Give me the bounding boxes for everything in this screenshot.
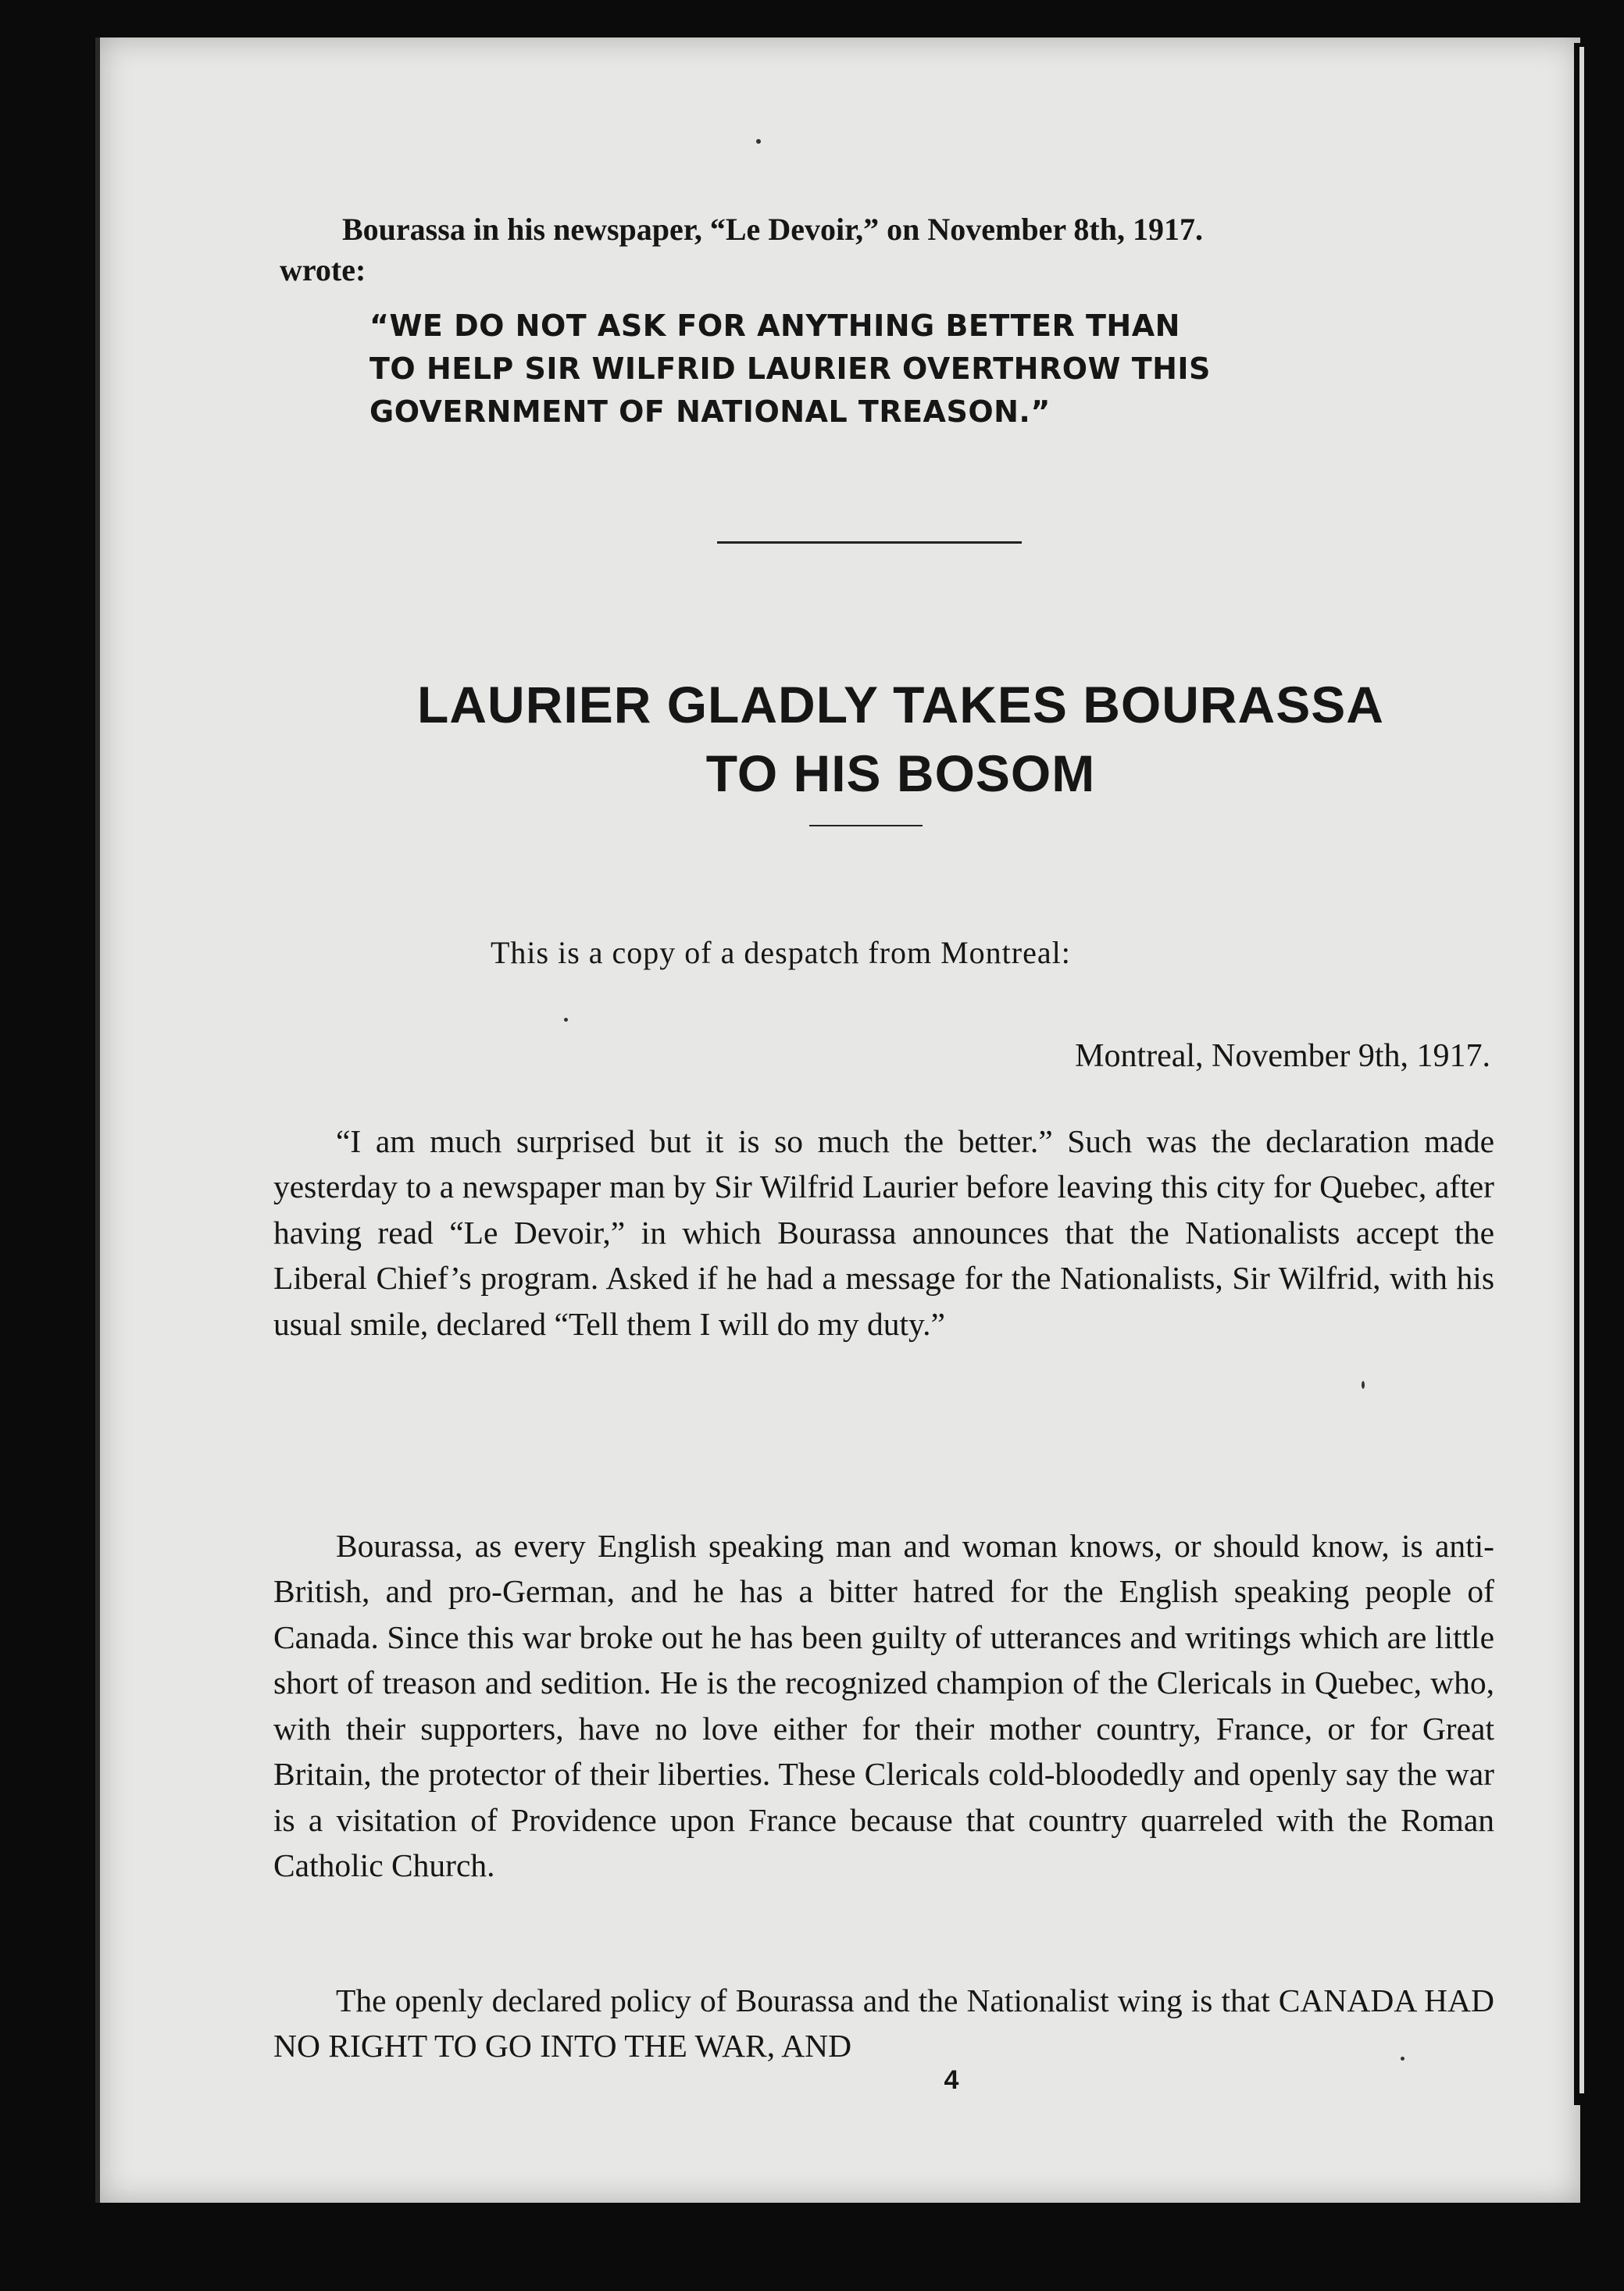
scan-speck	[564, 1018, 568, 1022]
intro-line-1: Bourassa in his newspaper, “Le Devoir,” on November 8th, 1917.	[342, 212, 1203, 247]
paragraph-laurier-statement: “I am much surprised but it is so much the better.” Such was the declaration made yesterday to a newspaper man by Sir Wilfrid Laurier before leaving this city for Quebec, after having read “Le Devoir,” in which Bourassa announces that the Nationalists accept the Liberal Chief’s program. Asked if he had a message for the Nationalists, Sir Wilfrid, with his usual smile, declared “Tell them I will do my duty.”	[273, 1122, 1494, 1342]
intro-line-2: wrote:	[280, 252, 366, 287]
scan-speck	[756, 139, 761, 144]
paragraph-bourassa-description: Bourassa, as every English speaking man and woman knows, or should know, is anti-British, and pro-German, and he has a bitter hatred for the English speaking people of Canada. Since this war broke out he has been guilty of utterances and writings which are little short of treason and sedition. He is the recognized champion of the Clericals in Quebec, who, with their supporters, have no love either for their mother country, France, or for Great Britain, the protector of their liberties. These Clericals cold-bloodedly and openly say the war is a visitation of Providence upon France because that country quarreled with the Roman Catholic Church.	[273, 1527, 1494, 1883]
page-number: 4	[944, 2065, 959, 2095]
headline	[295, 670, 1506, 808]
quote-line-1: “WE DO NOT ASK FOR ANYTHING BETTER THAN	[369, 309, 1180, 343]
bourassa-quote	[369, 305, 1463, 434]
quote-line-2: TO HELP SIR WILFRID LAURIER OVERTHROW THIS	[369, 352, 1211, 386]
document-page	[95, 37, 1580, 2203]
scan-speck	[1362, 1381, 1365, 1389]
scan-speck	[1401, 2057, 1404, 2061]
divider-rule-top	[717, 541, 1022, 544]
despatch-intro: This is a copy of a despatch from Montreal:	[491, 935, 1071, 970]
quote-line-3: GOVERNMENT OF NATIONAL TREASON.”	[369, 394, 1051, 429]
headline-line-2: TO HIS BOSOM	[705, 744, 1096, 802]
adjacent-page-edge	[1579, 47, 1584, 2093]
headline-line-1: LAURIER GLADLY TAKES BOURASSA	[417, 676, 1384, 733]
dateline: Montreal, November 9th, 1917.	[1075, 1038, 1490, 1074]
divider-rule-short	[809, 825, 923, 826]
intro-text	[280, 209, 1420, 291]
paragraph-nationalist-policy: The openly declared policy of Bourassa and the Nationalist wing is that CANADA HAD NO RIGHT TO GO INTO THE WAR, AND	[273, 1982, 1494, 2064]
